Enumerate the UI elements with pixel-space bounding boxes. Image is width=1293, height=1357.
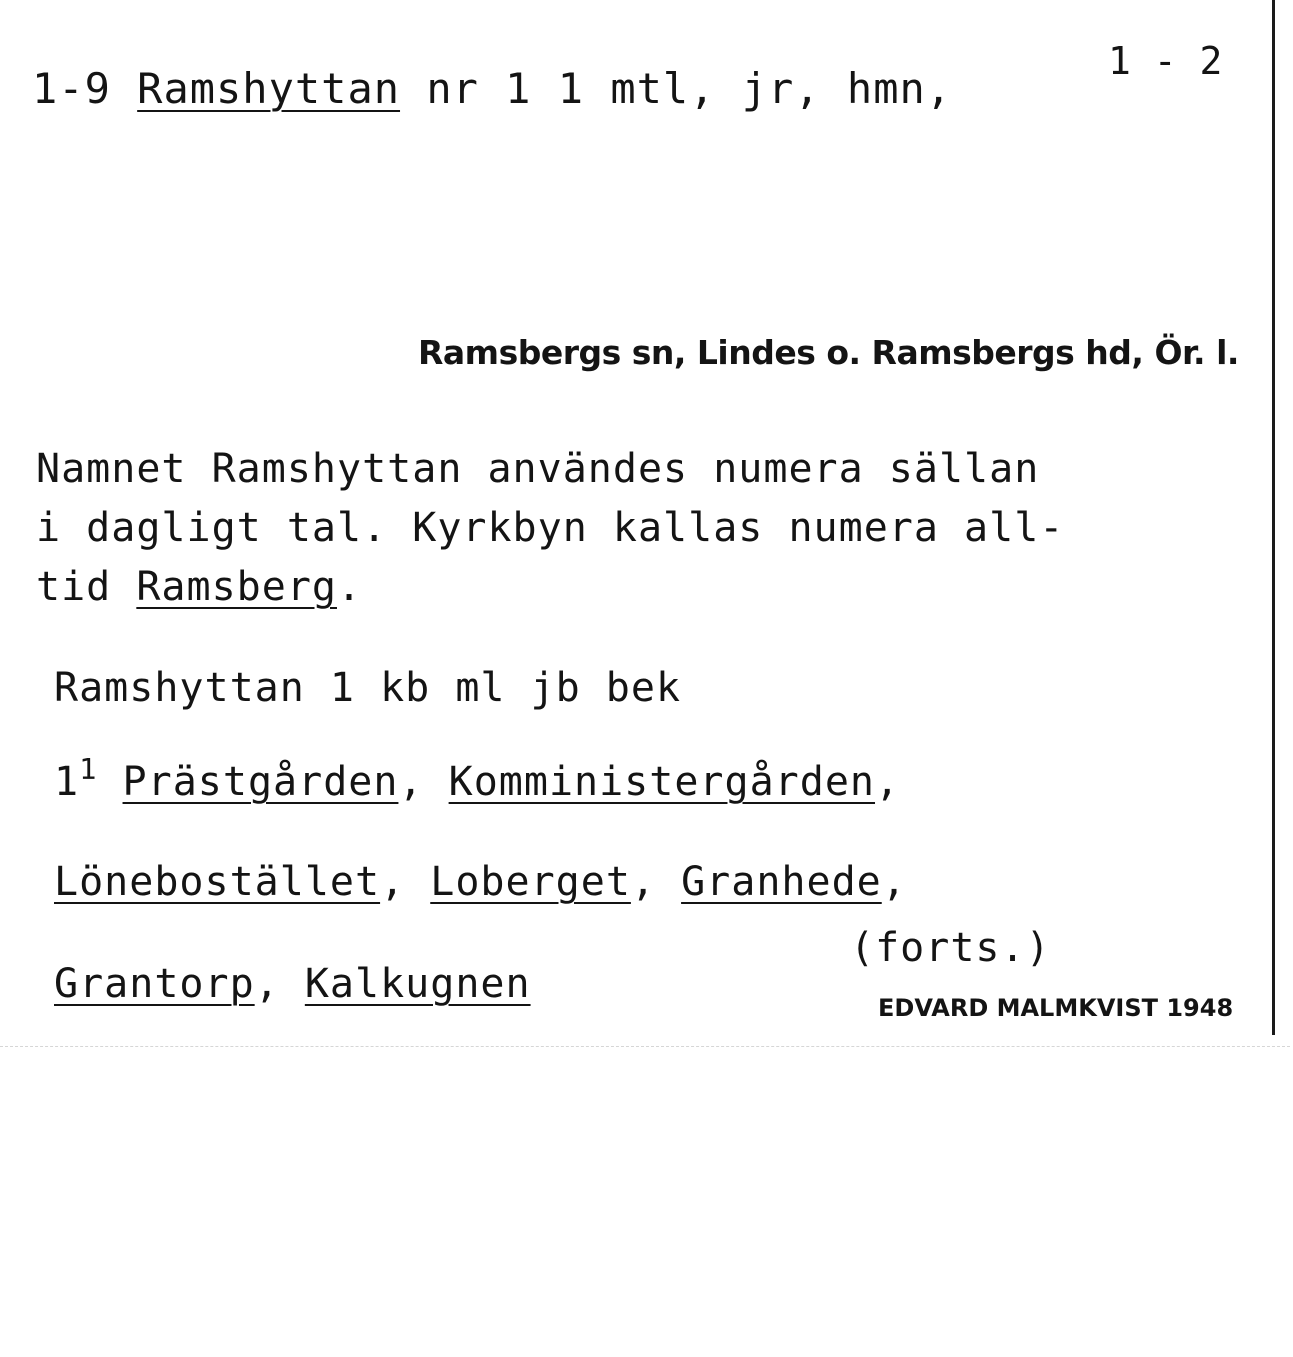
parts-line-3 [54,961,531,1007]
part-name: Prästgården [122,759,399,805]
part-separator: , [881,859,932,905]
part-name: Lönebostället [54,859,381,905]
parts-line-1 [54,752,926,805]
part-name: Granhede [681,859,882,905]
paragraph-village-name: Ramsberg [136,564,337,610]
part-separator: , [630,859,682,905]
header-place-name: Ramshyttan [137,64,401,113]
part-name: Loberget [430,859,631,905]
part-separator: , [398,759,449,805]
signature-stamp: EDVARD MALMKVIST 1948 [878,994,1234,1022]
continued-note: (forts.) [850,925,1051,971]
card-bottom-edge [0,1046,1290,1047]
parts-lead-number: 1 [54,759,80,805]
card-number: 1 - 2 [1108,39,1223,83]
part-separator: , [875,759,926,805]
part-name: Komministergården [448,759,876,805]
header-details: nr 1 1 mtl, jr, hmn, [426,64,953,113]
part-separator: , [254,961,305,1007]
paragraph-line-3-prefix: tid [36,564,137,610]
parts-lead-superscript: 1 [79,752,98,787]
farm-line: Ramshyttan 1 kb ml jb bek [54,665,682,711]
parts-line-2 [54,859,932,905]
header-number: 1-9 [32,64,111,113]
paragraph-line-3-suffix: . [336,564,363,610]
card-right-edge [1272,0,1275,1035]
part-name: Grantorp [54,961,255,1007]
paragraph-line-3 [36,558,1064,617]
header-line [32,64,953,113]
part-name: Kalkugnen [304,961,531,1007]
paragraph-line-1: Namnet Ramshyttan användes numera sällan [36,446,1040,492]
description-paragraph [36,440,1064,617]
paragraph-line-2: i dagligt tal. Kyrkbyn kallas numera all- [36,505,1065,551]
part-separator: , [380,859,431,905]
location-stamp: Ramsbergs sn, Lindes o. Ramsbergs hd, Ör. l. [418,333,1239,372]
